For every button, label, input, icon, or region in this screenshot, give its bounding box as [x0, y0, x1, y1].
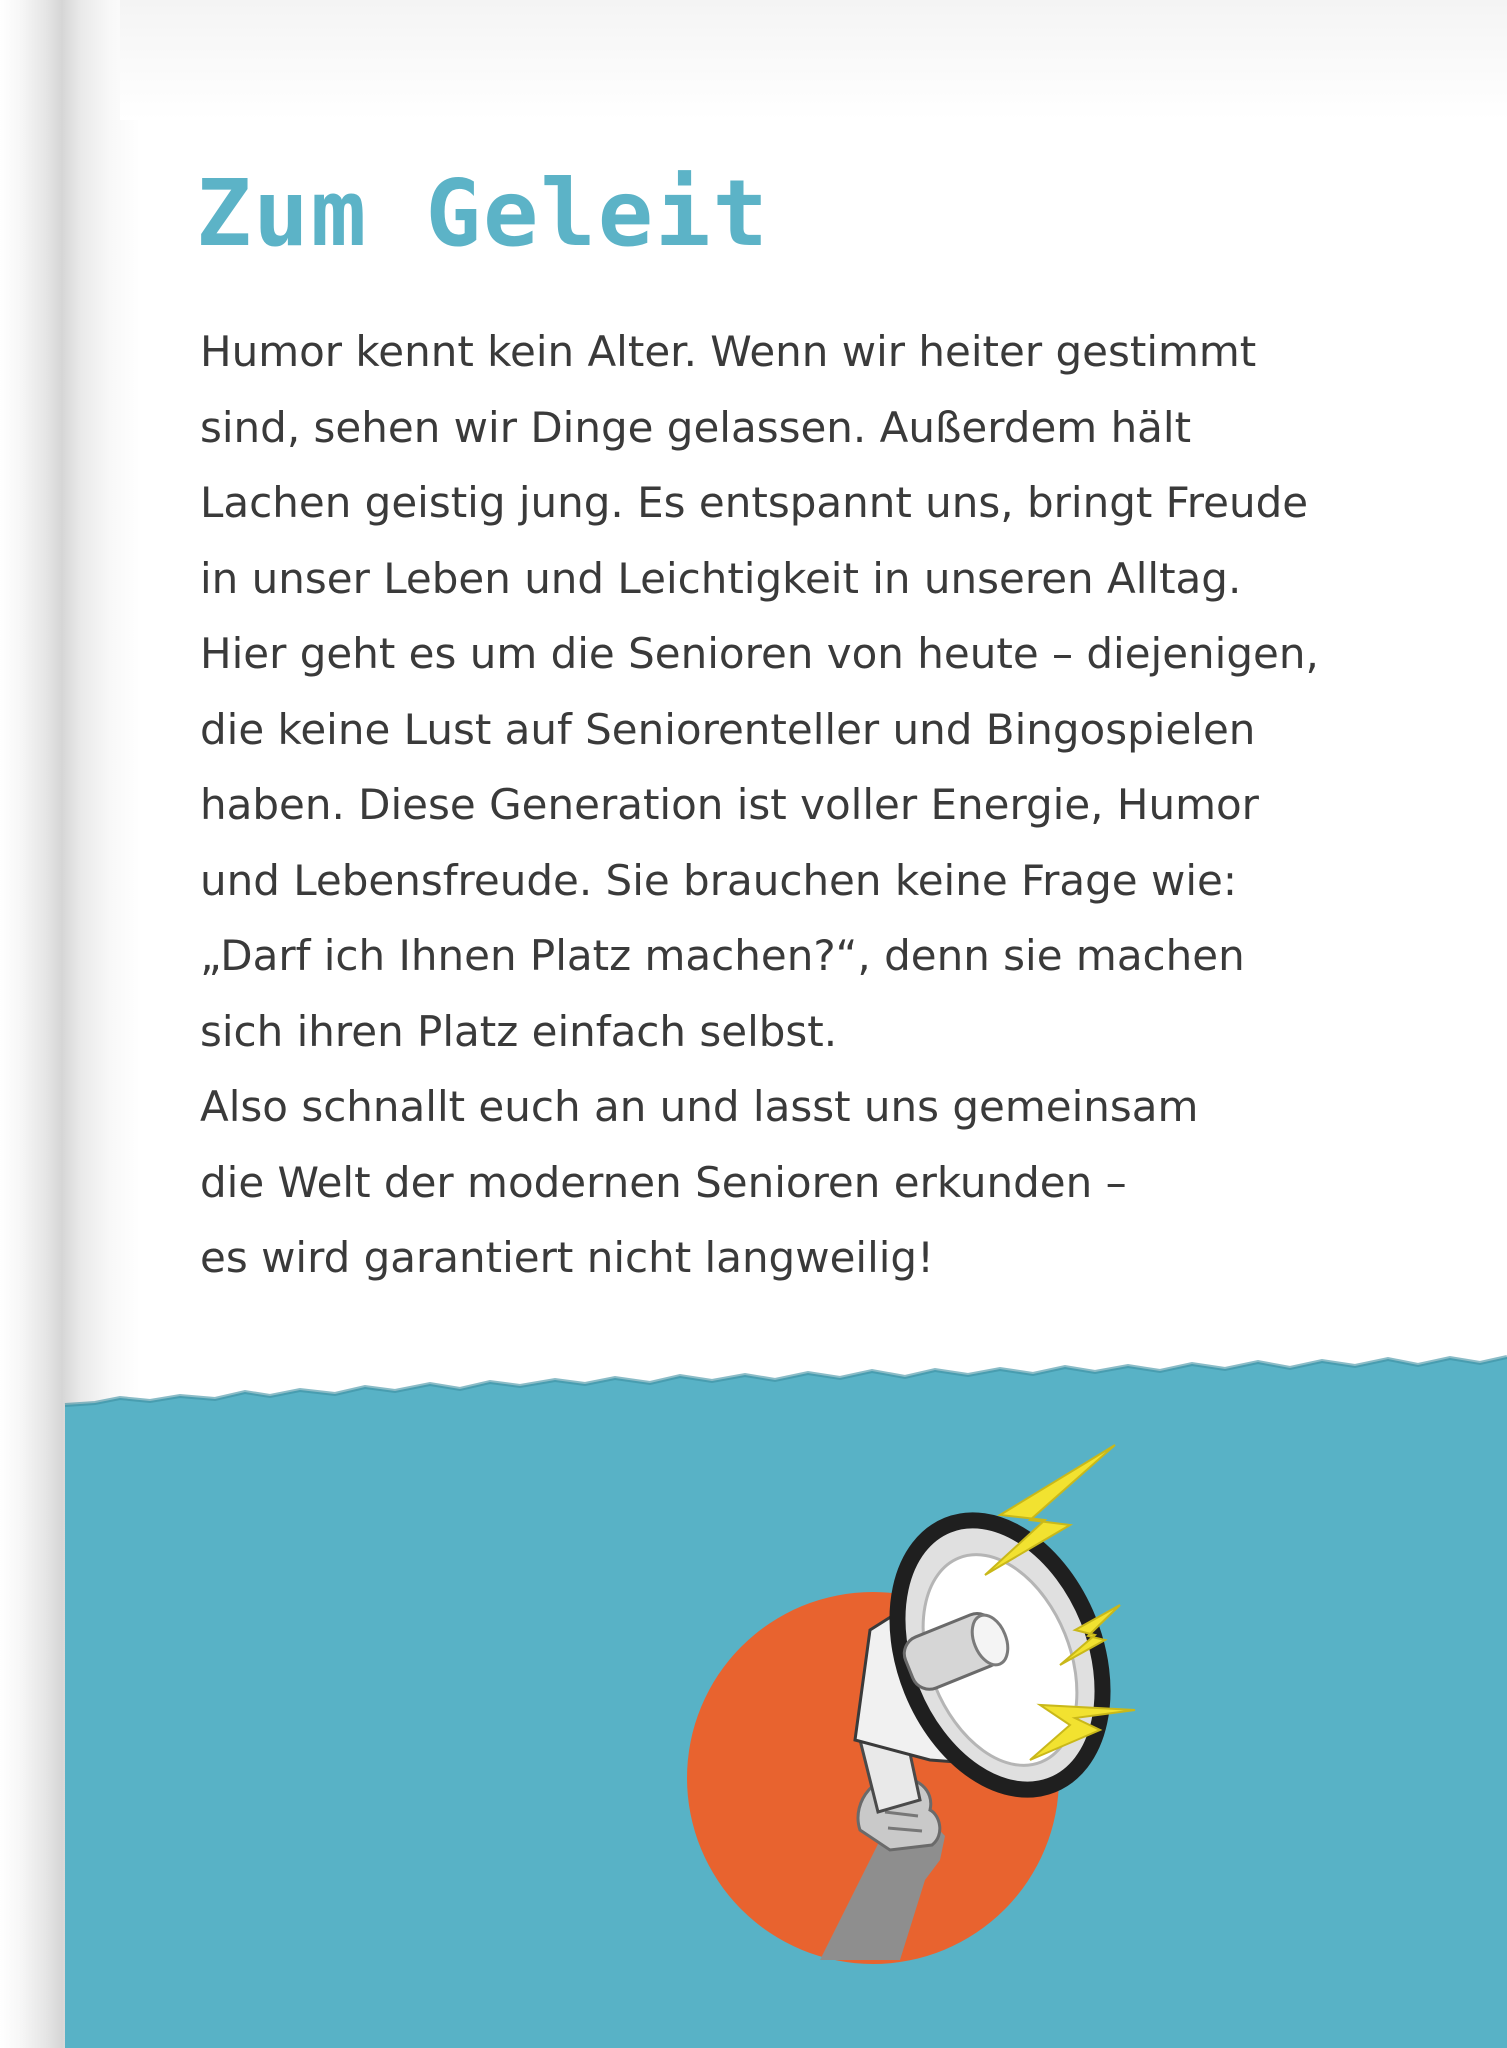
- body-line: Also schnallt euch an und lasst uns gemeinsam: [200, 1082, 1199, 1131]
- body-line: sich ihren Platz einfach selbst.: [200, 1006, 838, 1056]
- body-line: die keine Lust auf Seniorenteller und Bingospielen: [200, 704, 1256, 754]
- body-line: es wird garantiert nicht langweilig!: [200, 1233, 934, 1282]
- body-line: sind, sehen wir Dinge gelassen. Außerdem hält: [200, 402, 1192, 452]
- page-title: Zum Geleit: [196, 160, 770, 267]
- body-line: Hier geht es um die Senioren von heute – diejenigen,: [200, 629, 1319, 678]
- body-line: „Darf ich Ihnen Platz machen?“, denn sie machen: [200, 931, 1245, 980]
- body-line: die Welt der modernen Senioren erkunden –: [200, 1157, 1127, 1207]
- body-line: in unser Leben und Leichtigkeit in unseren Alltag.: [200, 553, 1242, 603]
- body-line: und Lebensfreude. Sie brauchen keine Frage wie:: [200, 855, 1237, 905]
- body-line: Humor kennt kein Alter. Wenn wir heiter gestimmt: [200, 327, 1257, 376]
- body-line: haben. Diese Generation ist voller Energie, Humor: [200, 780, 1259, 829]
- body-line: Lachen geistig jung. Es entspannt uns, bringt Freude: [200, 478, 1309, 527]
